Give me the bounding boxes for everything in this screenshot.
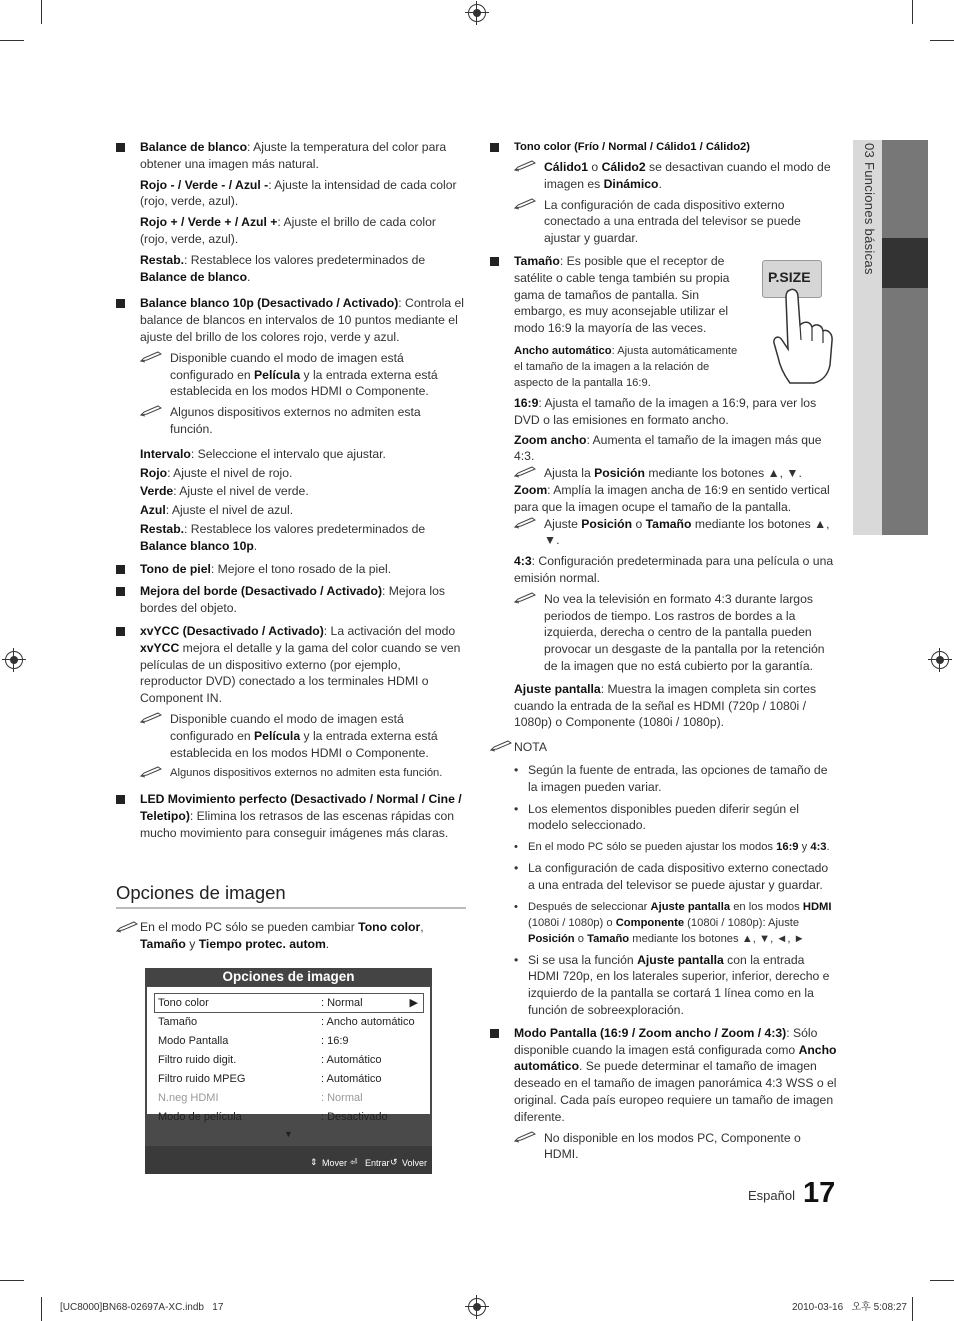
menu-item-noise-filter[interactable]: Filtro ruido digit. : Automático [158, 1054, 382, 1066]
crop-mark [930, 1280, 954, 1281]
note: La configuración de cada dispositivo externo conectado a una entrada del televisor se puede ajustar y guardar. [514, 197, 838, 247]
pencil-note-icon [514, 1131, 536, 1143]
chapter-label: 03 Funciones básicas [861, 143, 877, 275]
page-number: 17 [803, 1177, 836, 1209]
menu-item-screen-mode[interactable]: Modo Pantalla : 16:9 [158, 1035, 349, 1047]
menu-item-tone[interactable]: Tono color : Normal ▶ [154, 993, 424, 1013]
list-item: Tono de piel: Mejore el tono rosado de la piel. [116, 561, 466, 578]
list-item: Tono color (Frío / Normal / Cálido1 / Cálido2) Cálido1 o Cálido2 se desactivan cuando el modo de imagen es Dinámico. La configuración de cada dispositivo externo conectado a una entrada del televisor se puede ajustar y guardar. [490, 139, 838, 247]
list-item: • La configuración de cada dispositivo externo conectado a una entrada del televisor se puede ajustar y guardar. [514, 860, 838, 894]
crop-mark [912, 0, 913, 24]
list-item: Modo Pantalla (16:9 / Zoom ancho / Zoom / 4:3): Sólo disponible cuando la imagen está configurada como Ancho automático. Se puede determinar el tamaño de imagen deseado en el tamaño de imagen panorámica 4:3 WSS o el original. Cada país europeo requiere un tamaño de imagen diferente. No disponible en los modos PC, Componente o HDMI. [490, 1025, 838, 1163]
menu-item-mpeg-filter[interactable]: Filtro ruido MPEG : Automático [158, 1073, 382, 1085]
note: Algunos dispositivos externos no admiten esta función. [140, 765, 466, 781]
menu-item-hdmi-black: N.neg HDMI : Normal [158, 1092, 363, 1104]
square-bullet-icon [490, 1029, 499, 1038]
crop-mark [41, 0, 42, 24]
pencil-note-icon [140, 766, 162, 778]
list-item: • Según la fuente de entrada, las opciones de tamaño de la imagen pueden variar. [514, 762, 838, 796]
note: Disponible cuando el modo de imagen está configurado en Película y la entrada externa está establecida en los modos HDMI o Componente. [140, 711, 466, 761]
arrow-right-icon: ▶ [409, 997, 418, 1009]
crop-mark [0, 1280, 24, 1281]
menu-item-size[interactable]: Tamaño : Ancho automático [158, 1016, 415, 1028]
menu-footer [145, 1146, 432, 1174]
list-item: Balance blanco 10p (Desactivado / Activado): Controla el balance de blancos en intervalos de 10 puntos mediante el ajuste del brillo de los colores rojo, verde y azul. Disponible cuando el modo de imagen está configurado en Película y la entrada externa está establecida en los modos HDMI o Componente. Algunos dispositivos externos no admiten esta función. Intervalo: Seleccione el intervalo que ajustar. Rojo: Ajuste el nivel de rojo. Verde: Ajuste el nivel de verde. Azul: Ajuste el nivel de azul. Restab.: Restablece los valores predeterminados de Balance blanco 10p. [116, 295, 466, 554]
crop-mark [41, 1297, 42, 1321]
menu-item-film-mode[interactable]: Modo de película : Desactivado [158, 1111, 388, 1123]
crop-mark [930, 40, 954, 41]
crop-mark [0, 40, 24, 41]
size-options: 16:9: Ajusta el tamaño de la imagen a 16:9, para ver los DVD o las emisiones en formato ancho. Zoom ancho: Aumenta el tamaño de la imagen más que 4:3. Ajusta la Posición mediante los botones ▲, ▼. Zoom: Amplía la imagen ancha de 16:9 en sentido vertical para que la imagen ocupe el tamaño de la pantalla. Ajuste Posición o Tamaño mediante los botones ▲, ▼. 4:3: Configuración predeterminada para una película o una emisión normal. No vea la televisión en formato 4:3 durante largos periodos de tiempo. Los rastros de bordes a la izquierda, derecha o centro de la pantalla pueden provocar un desgaste de la pantalla por la retención de la imagen que no está cubierto por la garantía. Ajuste pantalla: Muestra la imagen completa sin cortes cuando la entrada de la señal es HDMI (720p / 1080i / 1080p) o Componente (1080i / 1080p). [514, 395, 838, 731]
note: Ajuste Posición o Tamaño mediante los botones ▲, ▼. [514, 516, 838, 550]
square-bullet-icon [116, 143, 125, 152]
footer-language: Español [748, 1188, 795, 1203]
note: Ajusta la Posición mediante los botones ▲, ▼. [514, 465, 838, 482]
registration-mark-icon [5, 651, 23, 669]
hand-pointer-icon [770, 285, 840, 385]
return-label: Volver [402, 1158, 428, 1168]
note: Algunos dispositivos externos no admiten esta función. [140, 404, 466, 438]
registration-mark-icon [468, 1298, 486, 1316]
list-item: LED Movimiento perfecto (Desactivado / Normal / Cine / Teletipo): Elimina los retrasos de las escenas rápidas con mucho movimiento para conseguir imágenes más claras. [116, 791, 466, 841]
list-item: Balance de blanco: Ajuste la temperatura del color para obtener una imagen más natural. Rojo - / Verde - / Azul -: Ajuste la intensidad de cada color (rojo, verde, azul). Rojo + / Verde + / Azul +: Ajuste el brillo de cada color (rojo, verde, azul). Restab.: Restablece los valores predeterminados de Balance de blanco. [116, 139, 466, 285]
square-bullet-icon [490, 143, 499, 152]
pencil-note-icon [140, 405, 162, 417]
section-divider [116, 907, 466, 909]
list-item: • Después de seleccionar Ajuste pantalla en los modos HDMI (1080i / 1080p) o Componente (1080i / 1080p): Ajuste Posición o Tamaño mediante los botones ▲, ▼, ◄, ► [514, 899, 838, 947]
footer-timestamp: 2010-03-16 오후 5:08:27 [792, 1302, 907, 1313]
registration-mark-icon [468, 4, 486, 22]
psize-button-illustration: P.SIZE [762, 260, 822, 298]
osd-menu [145, 968, 432, 1174]
list-item: • Los elementos disponibles pueden diferir según el modelo seleccionado. [514, 801, 838, 835]
list-item: Tamaño: Es posible que el receptor de satélite o cable tenga también su propia gama de tamaños de pantalla. Sin embargo, es muy aconsejable utilizar el modo 16:9 la mayoría de las veces. Ancho automático: Ajusta automáticamente el tamaño de la imagen a la relación de aspecto de la pantalla 16:9. [490, 253, 838, 391]
square-bullet-icon [116, 627, 125, 636]
enter-label: Entrar [365, 1158, 390, 1168]
menu-title: Opciones de imagen [145, 968, 432, 986]
move-label: Mover [322, 1158, 348, 1168]
square-bullet-icon [490, 257, 499, 266]
pencil-note-icon [116, 921, 138, 933]
nota-list [514, 762, 838, 1019]
pencil-note-icon [514, 592, 536, 604]
move-icon: ⇕ [310, 1157, 318, 1167]
left-column [116, 139, 466, 848]
section-title: Opciones de imagen [116, 882, 286, 903]
pencil-note-icon [140, 712, 162, 724]
list-item: xvYCC (Desactivado / Activado): La activación del modo xvYCC mejora el detalle y la gama del color cuando se ven películas de un dispositivo externo (por ejemplo, reproductor DVD) conectado a los terminales HDMI o Component IN. Disponible cuando el modo de imagen está configurado en Película y la entrada externa está establecida en los modos HDMI o Componente. Algunos dispositivos externos no admiten esta función. [116, 623, 466, 781]
pencil-note-icon [514, 160, 536, 172]
registration-mark-icon [931, 651, 949, 669]
square-bullet-icon [116, 587, 125, 596]
note: No vea la televisión en formato 4:3 durante largos periodos de tiempo. Los rastros de bordes a la izquierda, derecha o centro de la pantalla pueden provocar un desgaste de la pantalla por la retención de la imagen que no está cubierto por la garantía. [514, 591, 838, 675]
pencil-note-icon [514, 466, 536, 478]
list-item: • En el modo PC sólo se pueden ajustar los modos 16:9 y 4:3. [514, 839, 838, 855]
pencil-note-icon [140, 351, 162, 363]
pencil-note-icon [514, 198, 536, 210]
list-item: Mejora del borde (Desactivado / Activado): Mejora los bordes del objeto. [116, 583, 466, 617]
note: No disponible en los modos PC, Componente o HDMI. [514, 1130, 838, 1164]
footer-filename: [UC8000]BN68-02697A-XC.indb 17 [60, 1302, 224, 1313]
list-item: • Si se usa la función Ajuste pantalla con la entrada HDMI 720p, en los laterales superior, inferior, derecho e izquierdo de la pantalla se cortará 1 línea como en la función de sobreexploración. [514, 952, 838, 1019]
scroll-down-icon: ▼ [284, 1129, 293, 1139]
section-note: En el modo PC sólo se pueden cambiar Tono color, Tamaño y Tiempo protec. autom. [116, 919, 466, 953]
nota-heading: NOTA [490, 739, 838, 756]
crop-mark [912, 1297, 913, 1321]
note: Cálido1 o Cálido2 se desactivan cuando el modo de imagen es Dinámico. [514, 159, 838, 193]
square-bullet-icon [116, 795, 125, 804]
pencil-note-icon [490, 740, 512, 752]
note: Disponible cuando el modo de imagen está configurado en Película y la entrada externa está establecida en los modos HDMI o Componente. [140, 350, 466, 400]
square-bullet-icon [116, 299, 125, 308]
square-bullet-icon [116, 565, 125, 574]
enter-icon: ⏎ [350, 1157, 358, 1167]
return-icon: ↺ [390, 1157, 398, 1167]
pencil-note-icon [514, 517, 536, 529]
